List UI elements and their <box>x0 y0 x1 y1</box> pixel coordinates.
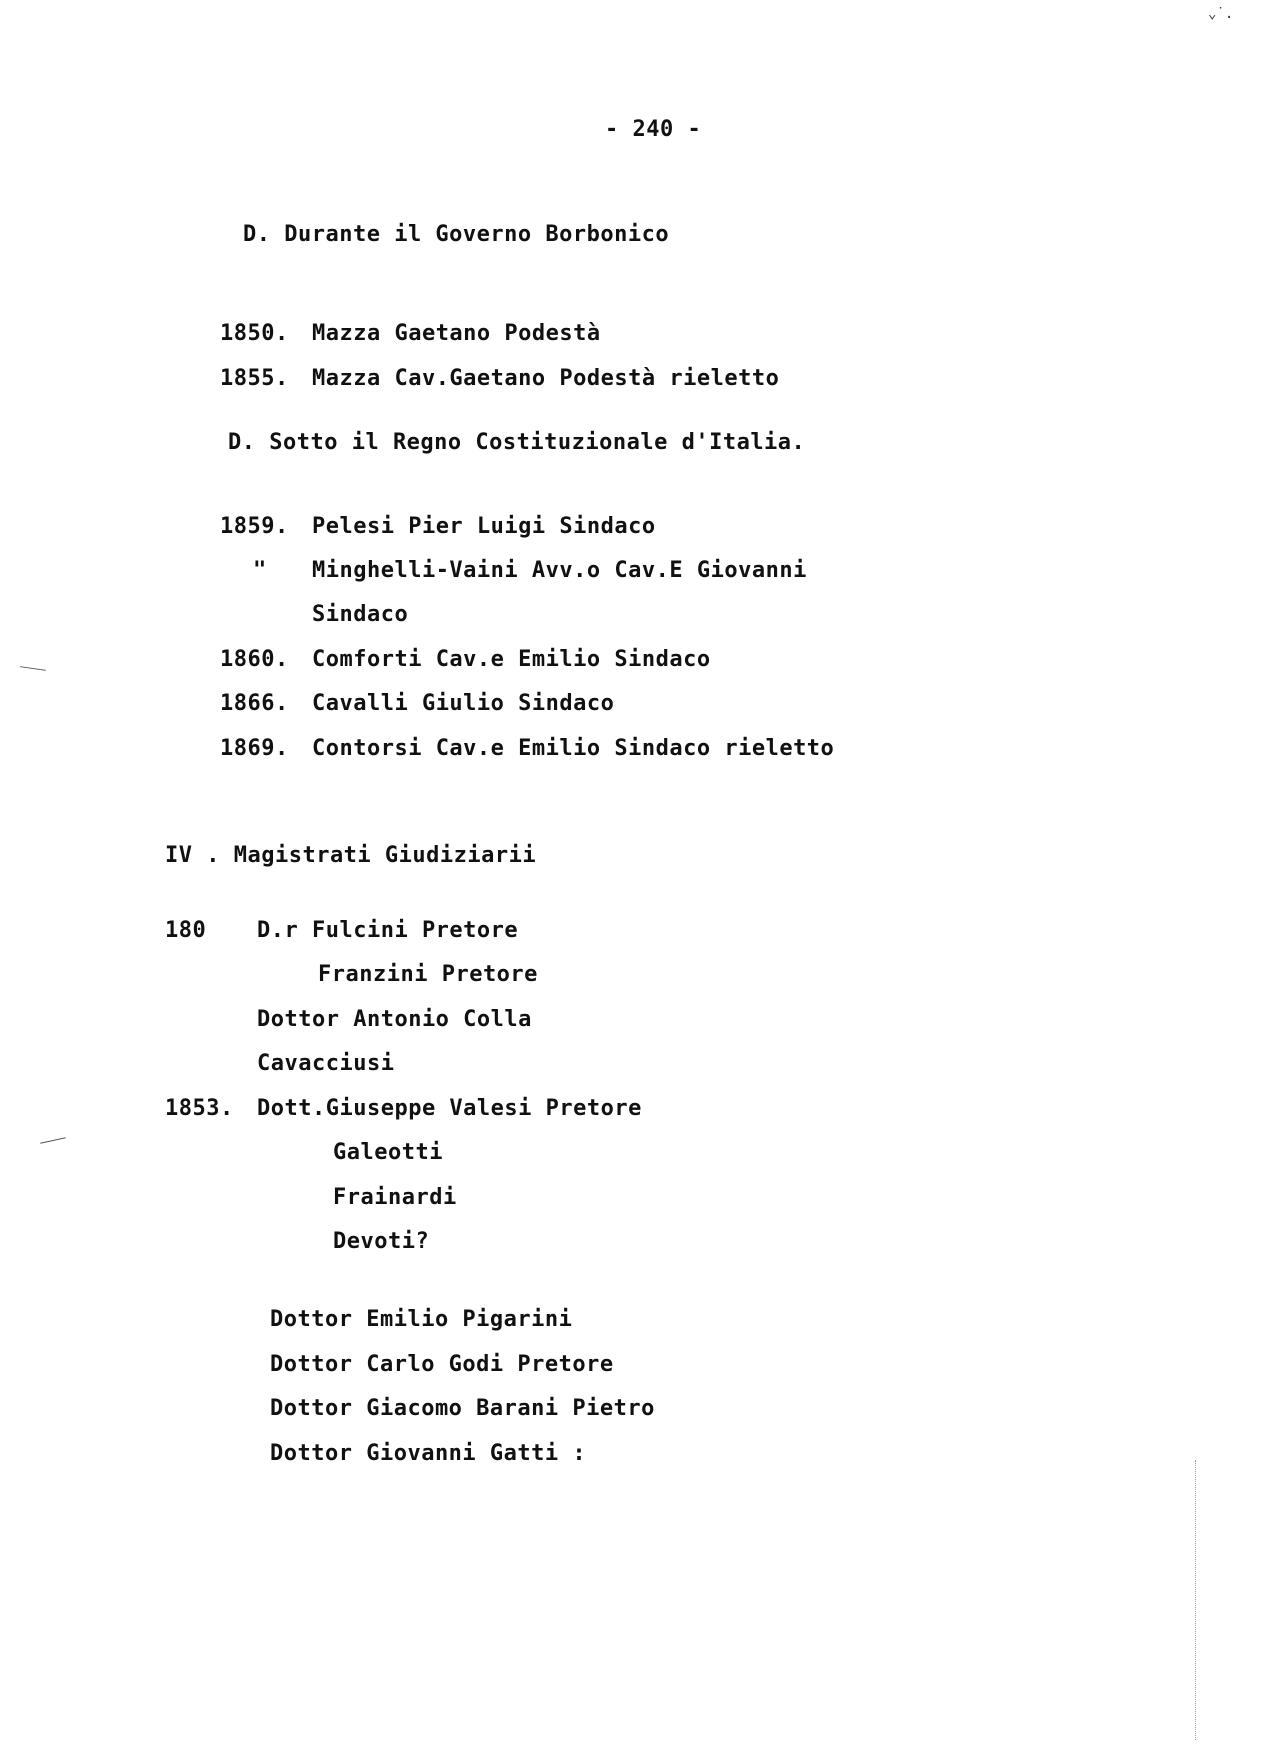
magistrati-line-4: Cavacciusi <box>257 1051 395 1076</box>
magistrati-line-5: Dott.Giuseppe Valesi Pretore <box>257 1096 642 1121</box>
entry-year: 1859. <box>219 514 289 539</box>
entry-year: 1866. <box>219 691 289 716</box>
entry-text: Cavalli Giulio Sindaco <box>311 691 615 716</box>
magistrati-line-10: Dottor Carlo Godi Pretore <box>270 1352 614 1377</box>
entry-year: 1869. <box>219 736 289 761</box>
magistrati-line-7: Frainardi <box>333 1185 457 1210</box>
magistrati-year-1853: 1853. <box>165 1096 234 1121</box>
magistrati-line-1: D.r Fulcini Pretore <box>257 918 519 943</box>
entry-1855 <box>165 340 779 418</box>
corner-speck: ⌄˙. <box>1208 6 1234 22</box>
magistrati-line-11: Dottor Giacomo Barani Pietro <box>270 1396 655 1421</box>
scan-mark-left-lower <box>40 1137 66 1143</box>
entry-text: Pelesi Pier Luigi Sindaco <box>311 514 656 539</box>
entry-text: Minghelli-Vaini Avv.o Cav.E Giovanni <box>311 558 807 583</box>
section-heading-italia: D. Sotto il Regno Costituzionale d'Italia. <box>228 430 806 455</box>
entry-year: 1855. <box>219 366 289 391</box>
entry-year: 1860. <box>219 647 289 672</box>
magistrati-year-180: 180 <box>165 918 207 943</box>
section-heading-borbonico: D. Durante il Governo Borbonico <box>243 222 670 247</box>
magistrati-line-6: Galeotti <box>333 1140 443 1165</box>
section-heading-magistrati: IV . Magistrati Giudiziarii <box>165 843 537 868</box>
entry-year: " <box>252 558 267 583</box>
entry-1869 <box>165 710 834 788</box>
entry-text: Sindaco <box>311 602 409 627</box>
magistrati-line-2: Franzini Pretore <box>318 962 538 987</box>
entry-text: Mazza Gaetano Podestà <box>311 321 601 346</box>
entry-text: Contorsi Cav.e Emilio Sindaco rieletto <box>311 736 835 761</box>
page-number: - 240 - <box>605 117 702 142</box>
magistrati-line-3: Dottor Antonio Colla <box>257 1007 532 1032</box>
magistrati-line-12: Dottor Giovanni Gatti : <box>270 1441 587 1466</box>
magistrati-line-8: Devoti? <box>333 1229 430 1254</box>
entry-text: Comforti Cav.e Emilio Sindaco <box>311 647 711 672</box>
entry-year: 1850. <box>219 321 289 346</box>
magistrati-line-9: Dottor Emilio Pigarini <box>270 1307 573 1332</box>
scan-mark-left-upper <box>20 666 46 671</box>
entry-text: Mazza Cav.Gaetano Podestà rieletto <box>311 366 780 391</box>
scan-edge-line <box>1195 1460 1196 1740</box>
